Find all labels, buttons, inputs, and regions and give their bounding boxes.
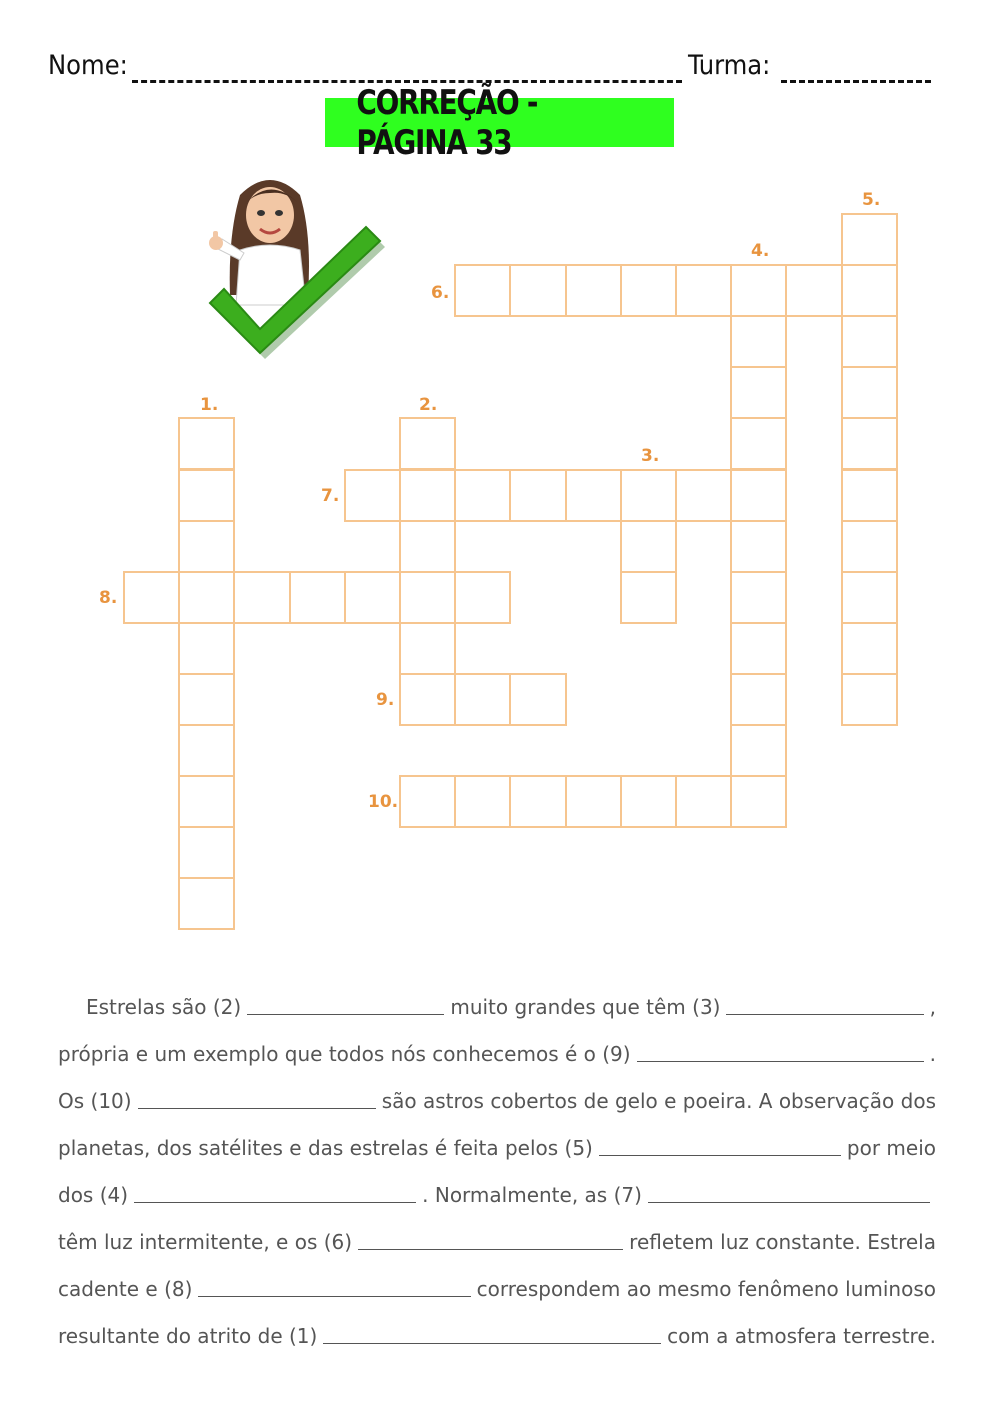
fill-in-paragraph	[58, 972, 936, 1348]
class-label: Turma:	[688, 50, 771, 81]
clue-number-2: 2.	[419, 395, 438, 415]
text-segment: própria e um exemplo que todos nós conhecemos é o (9)	[58, 1042, 631, 1066]
text-segment: são astros cobertos de gelo e poeira. A observação dos	[381, 1089, 936, 1113]
text-line	[58, 1160, 936, 1207]
crossword-cell[interactable]	[675, 264, 732, 317]
text-line	[58, 1207, 936, 1254]
crossword-cell[interactable]	[730, 264, 787, 317]
answer-blank-6[interactable]	[358, 1248, 623, 1250]
crossword-cell[interactable]	[730, 622, 787, 675]
crossword-cell[interactable]	[178, 469, 235, 522]
crossword-cell[interactable]	[178, 724, 235, 777]
clue-number-4: 4.	[751, 241, 770, 261]
crossword-cell[interactable]	[399, 469, 456, 522]
crossword-cell[interactable]	[730, 775, 787, 828]
crossword-cell[interactable]	[730, 417, 787, 470]
text-segment: correspondem ao mesmo fenômeno luminoso	[476, 1277, 936, 1301]
text-segment: Os (10)	[58, 1089, 132, 1113]
crossword-cell[interactable]	[675, 469, 732, 522]
crossword-cell[interactable]	[233, 571, 290, 624]
clue-number-8: 8.	[99, 588, 118, 608]
correction-banner	[325, 82, 674, 163]
crossword-cell[interactable]	[454, 264, 511, 317]
crossword-cell[interactable]	[785, 264, 842, 317]
crossword-cell[interactable]	[841, 264, 898, 317]
crossword-cell[interactable]	[730, 520, 787, 573]
crossword-cell[interactable]	[620, 775, 677, 828]
text-segment: por meio	[846, 1136, 936, 1160]
text-segment: resultante do atrito de (1)	[58, 1324, 318, 1348]
answer-blank-7[interactable]	[648, 1201, 930, 1203]
crossword-cell[interactable]	[565, 775, 622, 828]
crossword-cell[interactable]	[730, 366, 787, 419]
crossword-cell[interactable]	[675, 775, 732, 828]
answer-blank-2[interactable]	[247, 1013, 444, 1015]
crossword-cell[interactable]	[841, 673, 898, 726]
crossword-cell[interactable]	[509, 264, 566, 317]
crossword-cell[interactable]	[841, 571, 898, 624]
answer-blank-3[interactable]	[726, 1013, 923, 1015]
crossword-cell[interactable]	[620, 264, 677, 317]
answer-blank-4[interactable]	[134, 1201, 416, 1203]
crossword-cell[interactable]	[841, 469, 898, 522]
text-segment: Estrelas são (2)	[86, 995, 242, 1019]
crossword-cell[interactable]	[841, 213, 898, 266]
crossword-cell[interactable]	[620, 520, 677, 573]
crossword-cell[interactable]	[399, 417, 456, 470]
text-segment: muito grandes que têm (3)	[450, 995, 721, 1019]
clue-number-1: 1.	[200, 395, 219, 415]
class-field[interactable]	[781, 80, 931, 83]
clue-number-5: 5.	[862, 190, 881, 210]
crossword-cell[interactable]	[841, 520, 898, 573]
crossword-cell[interactable]	[565, 469, 622, 522]
crossword-cell[interactable]	[730, 469, 787, 522]
text-segment: . Normalmente, as (7)	[422, 1183, 642, 1207]
crossword-cell[interactable]	[399, 622, 456, 675]
crossword-cell[interactable]	[289, 571, 346, 624]
crossword-cell[interactable]	[454, 571, 511, 624]
name-label: Nome:	[48, 50, 128, 81]
clue-number-9: 9.	[376, 690, 395, 710]
crossword-cell[interactable]	[730, 673, 787, 726]
text-segment: ,	[929, 995, 936, 1019]
crossword-cell[interactable]	[178, 520, 235, 573]
crossword-cell[interactable]	[399, 673, 456, 726]
clue-number-10: 10.	[368, 792, 399, 812]
crossword-cell[interactable]	[178, 673, 235, 726]
teacher-avatar-checkmark	[200, 165, 390, 365]
clue-number-6: 6.	[431, 283, 450, 303]
crossword-cell[interactable]	[399, 571, 456, 624]
crossword-cell[interactable]	[509, 469, 566, 522]
crossword-cell[interactable]	[178, 622, 235, 675]
crossword-cell[interactable]	[620, 571, 677, 624]
crossword-cell[interactable]	[841, 366, 898, 419]
text-line	[58, 1254, 936, 1301]
crossword-cell[interactable]	[178, 826, 235, 879]
crossword-cell[interactable]	[509, 673, 566, 726]
answer-blank-5[interactable]	[599, 1154, 841, 1156]
crossword-cell[interactable]	[565, 264, 622, 317]
crossword-cell[interactable]	[509, 775, 566, 828]
crossword-cell[interactable]	[178, 877, 235, 930]
answer-blank-8[interactable]	[198, 1295, 470, 1297]
crossword-cell[interactable]	[841, 622, 898, 675]
crossword-cell[interactable]	[841, 417, 898, 470]
text-segment: dos (4)	[58, 1183, 129, 1207]
text-segment: .	[929, 1042, 936, 1066]
crossword-cell[interactable]	[730, 315, 787, 368]
text-line	[58, 1113, 936, 1160]
crossword-cell[interactable]	[178, 417, 235, 470]
answer-blank-9[interactable]	[637, 1060, 924, 1062]
crossword-cell[interactable]	[344, 571, 401, 624]
crossword-cell[interactable]	[454, 673, 511, 726]
crossword-cell[interactable]	[399, 775, 456, 828]
clue-number-3: 3.	[641, 446, 660, 466]
crossword-cell[interactable]	[730, 571, 787, 624]
text-line	[58, 1301, 936, 1348]
crossword-cell[interactable]	[178, 775, 235, 828]
text-segment: cadente e (8)	[58, 1277, 193, 1301]
text-segment: planetas, dos satélites e das estrelas é feita pelos (5)	[58, 1136, 593, 1160]
text-line	[58, 1019, 936, 1066]
crossword-cell[interactable]	[123, 571, 180, 624]
page-title: CORREÇÃO - PÁGINA 33	[356, 82, 538, 163]
crossword-cell[interactable]	[620, 469, 677, 522]
text-segment: refletem luz constante. Estrela	[629, 1230, 936, 1254]
crossword-cell[interactable]	[178, 571, 235, 624]
crossword-cell[interactable]	[841, 315, 898, 368]
answer-blank-10[interactable]	[138, 1107, 376, 1109]
text-line	[58, 972, 936, 1019]
clue-number-7: 7.	[321, 486, 340, 506]
crossword-cell[interactable]	[730, 724, 787, 777]
text-line	[58, 1066, 936, 1113]
crossword-cell[interactable]	[344, 469, 401, 522]
text-segment: com a atmosfera terrestre.	[667, 1324, 936, 1348]
answer-blank-1[interactable]	[323, 1342, 661, 1344]
crossword-cell[interactable]	[454, 775, 511, 828]
crossword-cell[interactable]	[399, 520, 456, 573]
crossword-cell[interactable]	[454, 469, 511, 522]
text-segment: têm luz intermitente, e os (6)	[58, 1230, 353, 1254]
